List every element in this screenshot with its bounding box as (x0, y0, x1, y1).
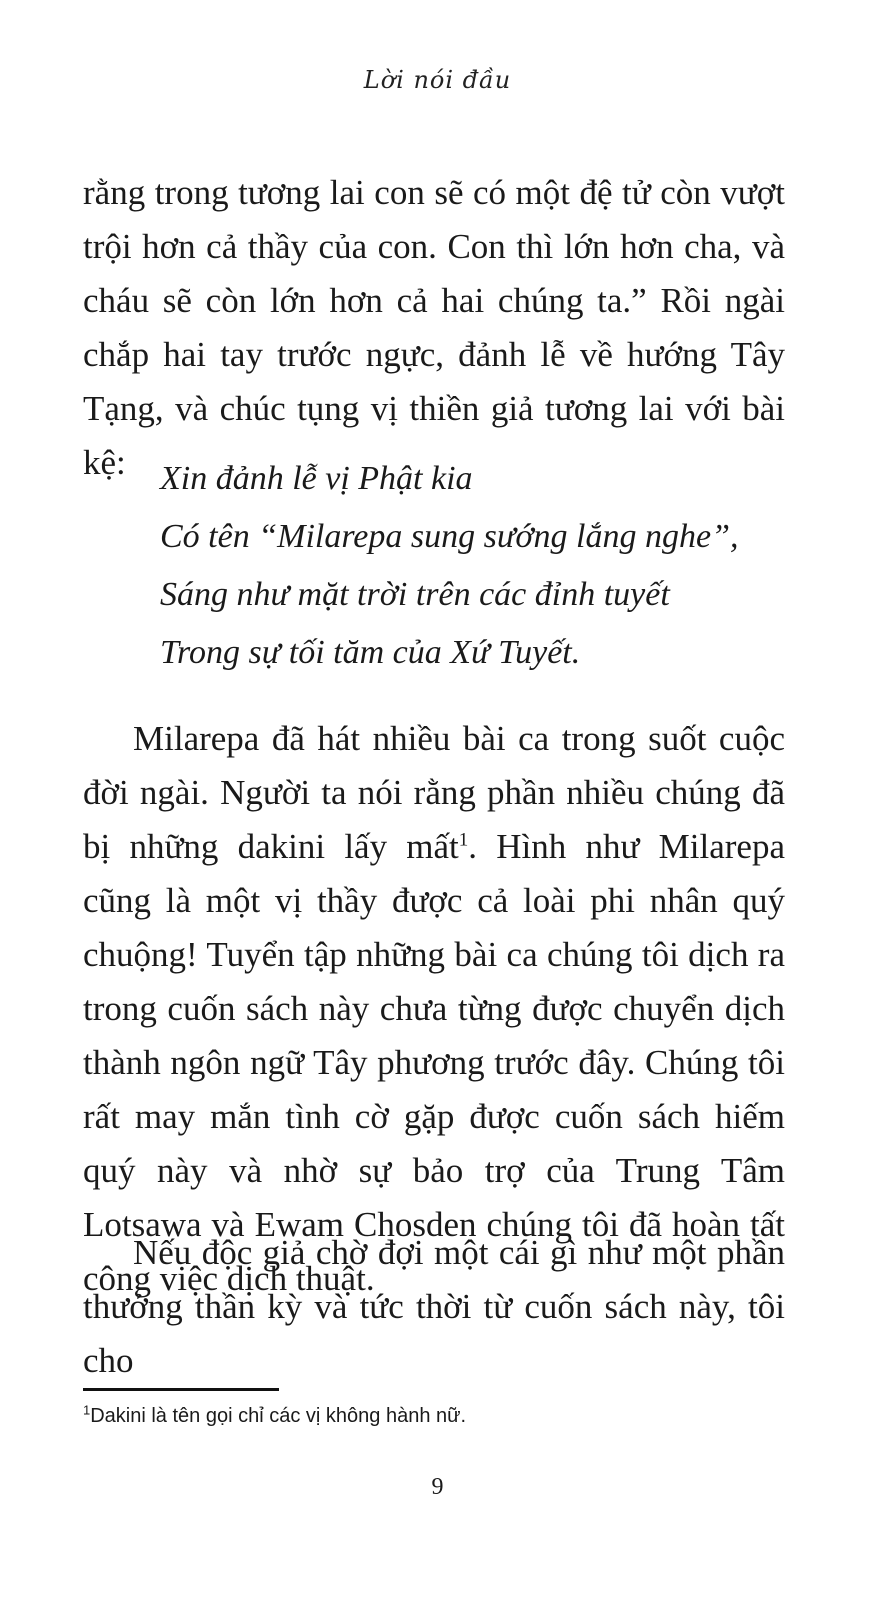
verse-line: Sáng như mặt trời trên các đỉnh tuyết (160, 576, 670, 613)
paragraph-text-before-mark: Milarepa đã hát nhiều bài ca trong suốt cuộc đời ngài. Người ta nói rằng phần nhiều chúng đã bị những dakini lấy mất (83, 719, 785, 866)
footnote-reference: 1 (458, 829, 469, 851)
footnote (83, 1402, 783, 1430)
paragraph-continued: rằng trong tương lai con sẽ có một đệ tử còn vượt trội hơn cả thầy của con. Con thì lớn hơn cha, và cháu sẽ còn lớn hơn cả hai chúng ta.” Rồi ngài chắp hai tay trước ngực, đảnh lễ về hướng Tây Tạng, và chúc tụng vị thiền giả tương lai với bài kệ: (83, 173, 785, 482)
running-header: Lời nói đầu (363, 66, 512, 94)
page-number: 9 (431, 1474, 444, 1500)
verse-line: Có tên “Milarepa sung sướng lắng nghe”, (160, 518, 739, 555)
paragraph-reader-expectation: Nếu độc giả chờ đợi một cái gì như một phần thưởng thần kỳ và tức thời từ cuốn sách này, tôi cho (83, 1233, 785, 1380)
verse-block (160, 450, 800, 682)
footnote-divider (83, 1388, 279, 1391)
paragraph-milarepa-songs (83, 712, 785, 1306)
verse-line: Xin đảnh lễ vị Phật kia (160, 460, 473, 497)
paragraph-text-after-mark: . Hình như Milarepa cũng là một vị thầy được cả loài phi nhân quý chuộng! Tuyển tập những bài ca chúng tôi dịch ra trong cuốn sách này chưa từng được chuyển dịch thành ngôn ngữ Tây phương trước đây. Chúng tôi rất may mắn tình cờ gặp được cuốn sách hiếm quý này và nhờ sự bảo trợ của Trung Tâm Lotsawa và Ewam Chosden chúng tôi đã hoàn tất công việc dịch thuật. (83, 827, 785, 1298)
verse-line: Trong sự tối tăm của Xứ Tuyết. (160, 634, 581, 671)
footnote-number: 1 (83, 1402, 91, 1418)
footnote-text: Dakini là tên gọi chỉ các vị không hành nữ. (90, 1405, 467, 1427)
